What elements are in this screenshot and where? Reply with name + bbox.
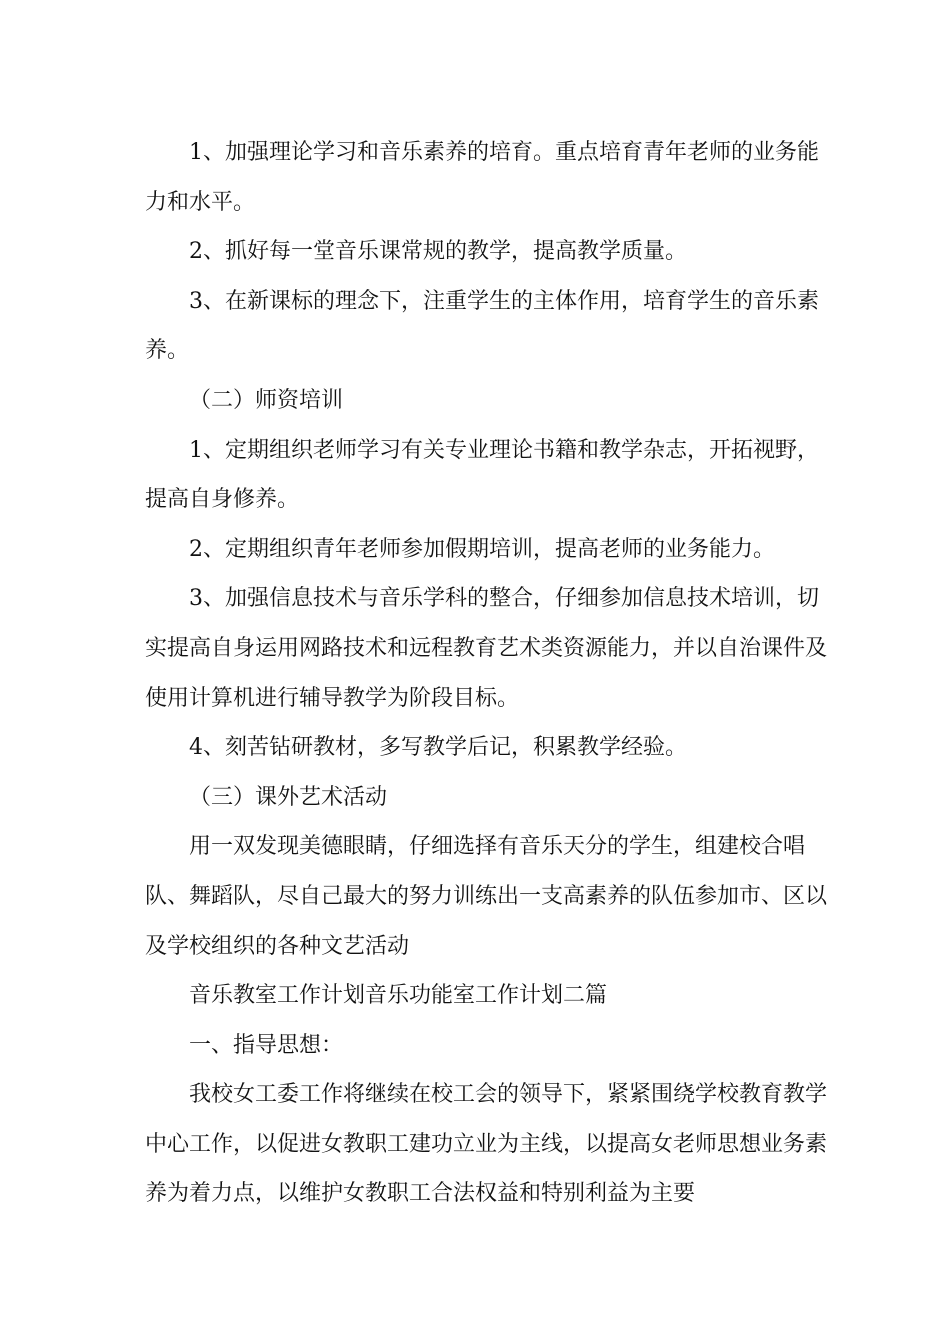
section-heading-guiding-thought: 一、指导思想：: [189, 1032, 344, 1058]
paragraph-8: 用一双发现美德眼睛，仔细选择有音乐天分的学生，组建校合唱队、舞蹈队，尽自己最大的努力训练出一支高素养的队伍参加市、区以及学校组织的各种文艺活动: [145, 834, 828, 959]
document-subtitle: 音乐教室工作计划音乐功能室工作计划二篇: [189, 983, 608, 1009]
section-heading-teacher-training: （二）师资培训: [189, 387, 344, 413]
paragraph-3: 3、在新课标的理念下，注重学生的主体作用，培育学生的音乐素养。: [145, 288, 819, 364]
paragraph-9: 我校女工委工作将继续在校工会的领导下，紧紧围绕学校教育教学中心工作，以促进女教职工建功立业为主线，以提高女老师思想业务素养为着力点，以维护女教职工合法权益和特别利益为主要: [145, 1082, 828, 1207]
paragraph-2: 2、抓好每一堂音乐课常规的教学，提高教学质量。: [189, 239, 687, 265]
paragraph-4: 1、定期组织老师学习有关专业理论书籍和教学杂志，开拓视野，提高自身修养。: [145, 437, 819, 513]
paragraph-1: 1、加强理论学习和音乐素养的培育。重点培育青年老师的业务能力和水平。: [145, 140, 819, 215]
section-heading-extracurricular: （三）课外艺术活动: [189, 784, 388, 810]
paragraph-6: 3、加强信息技术与音乐学科的整合，仔细参加信息技术培训，切实提高自身运用网路技术和远程教育艺术类资源能力，并以自治课件及使用计算机进行辅导教学为阶段目标。: [145, 586, 828, 711]
paragraph-7: 4、刻苦钻研教材，多写教学后记，积累教学经验。: [189, 735, 687, 761]
document-body: [145, 128, 835, 1219]
paragraph-5: 2、定期组织青年老师参加假期培训，提高老师的业务能力。: [189, 536, 775, 562]
